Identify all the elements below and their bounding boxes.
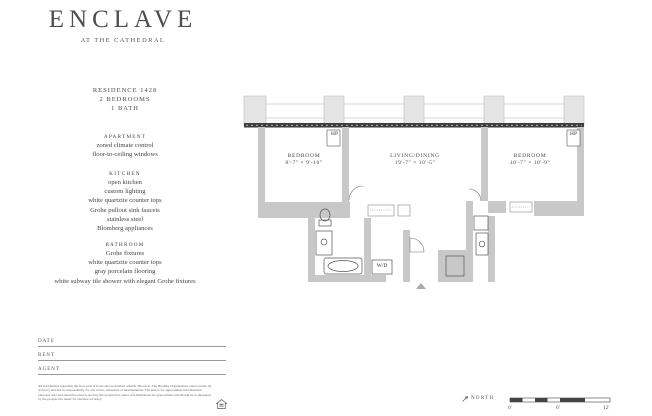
- hp-units: [327, 130, 580, 146]
- facade-wall: [244, 123, 584, 128]
- list-item: white subway tile shower with elegant Grohe fixtures: [54, 277, 196, 285]
- list-item: floor-to-ceiling windows: [92, 151, 158, 159]
- residence-bedrooms: 2 BEDROOMS: [99, 96, 151, 103]
- room-bedroom-2-name: BEDROOM: [513, 153, 547, 159]
- rent-label: RENT: [38, 353, 56, 358]
- list-item: gray porcelain flooring: [94, 268, 156, 276]
- residence-baths: 1 BATH: [111, 105, 139, 112]
- hp-label-2: HP: [570, 131, 577, 137]
- list-item: Grohe fixtures: [105, 250, 145, 257]
- bathroom-heading: BATHROOM: [105, 242, 145, 248]
- list-item: stainless steel: [106, 215, 144, 223]
- brand-name: ENCLAVE: [48, 6, 198, 33]
- north-label: NORTH: [471, 396, 495, 401]
- list-item: white quartzite counter tops: [88, 259, 162, 267]
- list-item: Blomberg appliances: [97, 225, 153, 233]
- residence-number: RESIDENCE 1428: [92, 87, 158, 94]
- room-living-name: LIVING/DINING: [390, 153, 440, 159]
- list-item: zoned climate control: [96, 142, 154, 149]
- list-item: white quartzite counter tops: [88, 197, 162, 205]
- walls: [258, 127, 584, 282]
- scale-label-0: 0': [508, 405, 512, 411]
- hp-label-1: HP: [331, 131, 338, 137]
- wd-label: W/D: [376, 263, 388, 269]
- list-item: open kitchen: [108, 179, 142, 186]
- list-item: Grohe pullout sink faucets: [90, 206, 160, 214]
- scale-label-6: 6': [556, 405, 560, 411]
- scale-label-12: 12': [603, 405, 610, 411]
- north-arrow-icon: [461, 395, 469, 403]
- room-bedroom-1-dims: 8'-7" × 9'-10": [285, 160, 323, 166]
- entry-marker: [416, 283, 426, 289]
- date-label: DATE: [38, 339, 55, 344]
- room-living-dims: 19'-7" × 10'-5": [394, 160, 436, 166]
- closets: [368, 202, 532, 216]
- apartment-heading: APARTMENT: [103, 134, 147, 140]
- kitchen-heading: KITCHEN: [109, 171, 141, 177]
- disclaimer-text: All information regarding the floor plan is from sources deemed reliable. However, The Brodsky Organization cannot assure its accuracy and has no responsibility for any errors, omissions or misstatements. The plan is for approximate informational purposes only and should be used as such by the prospective renter. All dimensions are approximate and should be re-measured by the prospective renter for absolute accuracy.: [38, 384, 212, 401]
- brand-subtitle: AT THE CATHEDRAL: [80, 37, 166, 44]
- list-item: custom lighting: [104, 188, 146, 196]
- room-bedroom-1-name: BEDROOM: [287, 153, 321, 159]
- room-bedroom-2-dims: 10'-7" × 10'-9": [509, 160, 551, 166]
- agent-label: AGENT: [38, 367, 60, 372]
- scale-bar: [510, 398, 610, 402]
- window-bays: [244, 96, 584, 126]
